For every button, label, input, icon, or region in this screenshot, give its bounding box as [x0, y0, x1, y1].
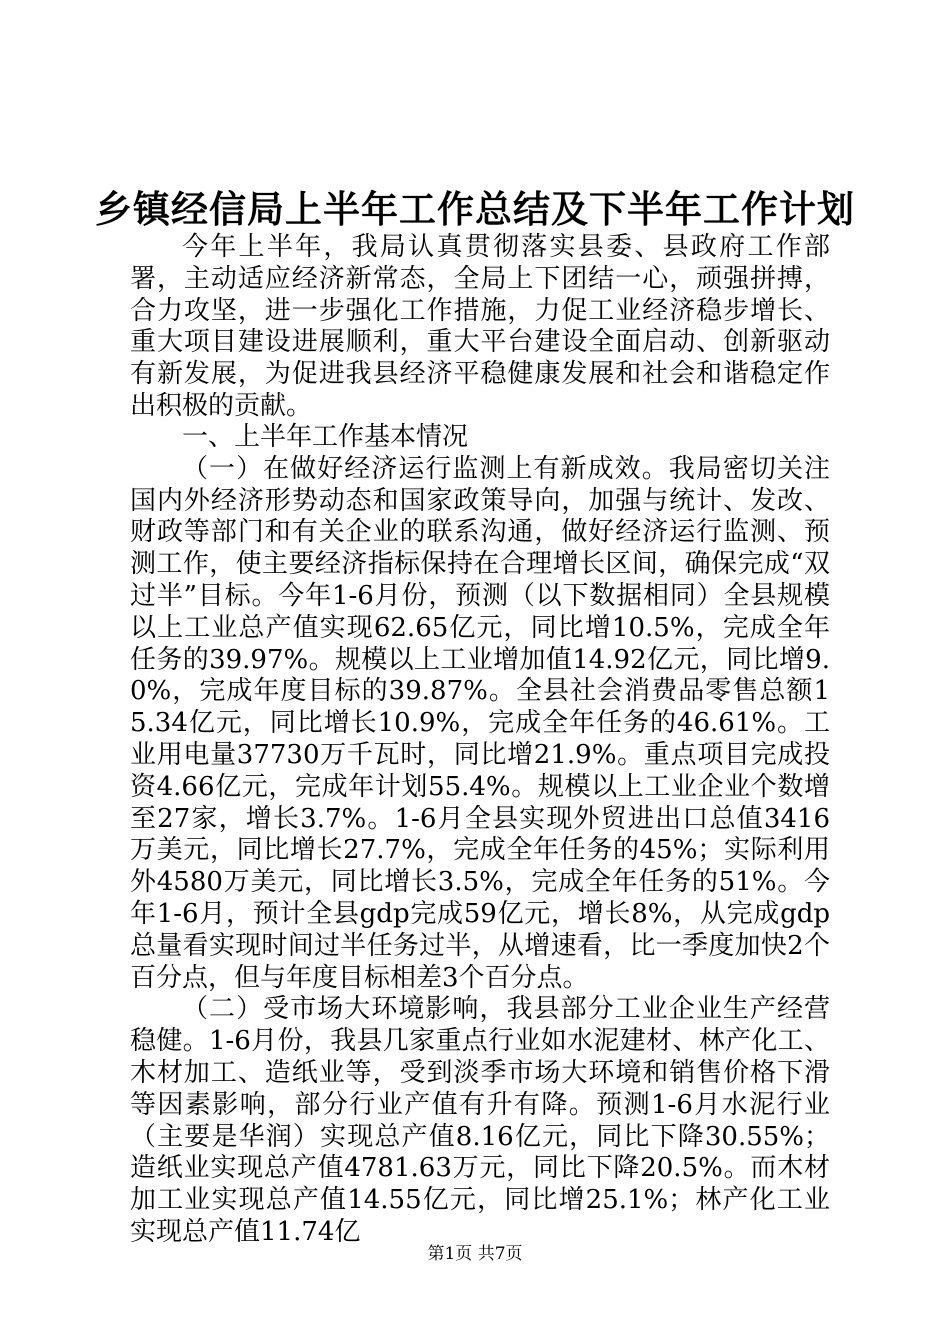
paragraph-economic-monitoring: （一）在做好经济运行监测上有新成效。我局密切关注国内外经济形势动态和国家政策导向，加强与统计、发改、财政等部门和有关企业的联系沟通，做好经济运行监测、预测工作，使主要经济指标保持在合理增长区间，确保完成“双过半”目标。今年1-6月份，预测（以下数据相同）全县规模以上工业总产值实现62.65亿元，同比增10.5%，完成全年任务的39.97%。规模以上工业增加值14.92亿元，同比增9.0%，完成年度目标的39.87%。全县社会消费品零售总额15.34亿元，同比增长10.9%，完成全年任务的46.61%。工业用电量37730万千瓦时，同比增21.9%。重点项目完成投资4.66亿元，完成年计划55.4%。规模以上工业企业个数增至27家，增长3.7%。1-6月全县实现外贸进出口总值3416万美元，同比增长27.7%，完成全年任务的45%；实际利用外4580万美元，同比增长3.5%，完成全年任务的51%。今年1-6月，预计全县gdp完成59亿元，增长8%，从完成gdp总量看实现时间过半任务过半，从增速看，比一季度加快2个百分点，但与年度目标相差3个百分点。	[130, 453, 830, 993]
main-content	[130, 422, 830, 1249]
section-heading: 一、上半年工作基本情况	[182, 422, 469, 452]
page-footer: 第1页 共7页	[427, 1244, 523, 1264]
intro-paragraph: 今年上半年，我局认真贯彻落实县委、县政府工作部署，主动适应经济新常态，全局上下团结一心，顽强拼搏，合力攻坚，进一步强化工作措施，力促工业经济稳步增长、重大项目建设进展顺利，重大平台建设全面启动、创新驱动有新发展，为促进我县经济平稳健康发展和社会和谐稳定作出积极的贡献。	[130, 232, 830, 421]
intro-block	[130, 232, 830, 423]
paragraph-market-impact: （二）受市场大环境影响，我县部分工业企业生产经营稳健。1-6月份，我县几家重点行业如水泥建材、林产化工、木材加工、造纸业等，受到淡季市场大环境和销售价格下滑等因素影响，部分行业产值有升有降。预测1-6月水泥行业（主要是华润）实现总产值8.16亿元，同比下降30.55%；造纸业实现总产值4781.63万元，同比下降20.5%。而木材加工业实现总产值14.55亿元，同比增25.1%；林产化工业实现总产值11.74亿	[130, 994, 830, 1247]
document-title: 乡镇经信局上半年工作总结及下半年工作计划	[95, 188, 855, 231]
